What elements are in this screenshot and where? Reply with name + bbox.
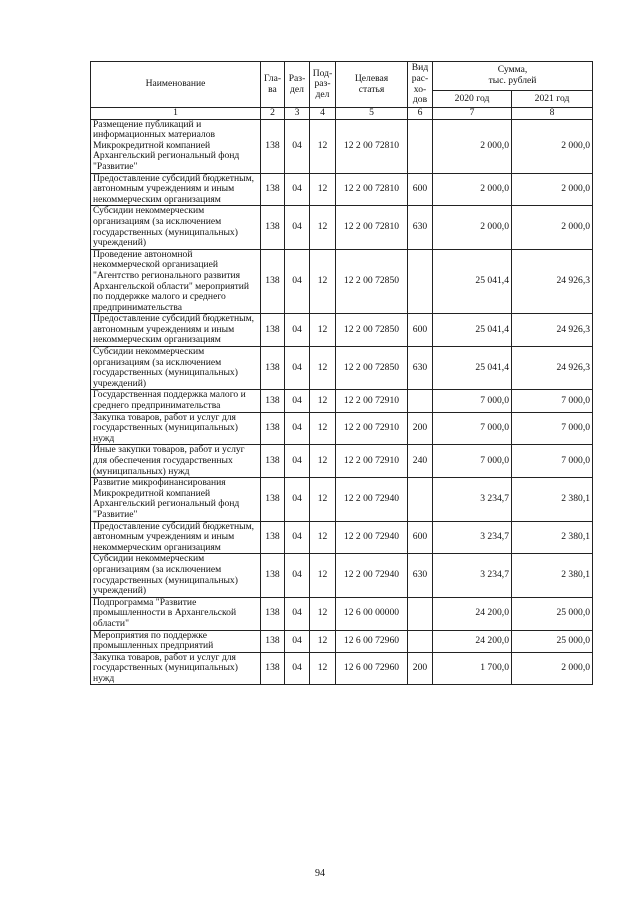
table-row [91, 390, 593, 412]
row-glava: 138 [261, 521, 285, 554]
row-amount-2020: 25 041,4 [433, 314, 512, 347]
table-row [91, 597, 593, 630]
table-row [91, 347, 593, 390]
row-name: Предоставление субсидий бюджетным, автономным учреждениям и иным некоммерческим организациям [91, 314, 261, 347]
row-vid [408, 478, 433, 521]
col-header-name: Наименование [91, 62, 261, 108]
row-vid: 600 [408, 314, 433, 347]
row-amount-2020: 7 000,0 [433, 390, 512, 412]
row-glava: 138 [261, 390, 285, 412]
row-glava: 138 [261, 554, 285, 597]
row-razdel: 04 [285, 206, 310, 249]
row-podrazdel: 12 [310, 478, 336, 521]
row-vid: 630 [408, 347, 433, 390]
row-podrazdel: 12 [310, 630, 336, 652]
row-name: Предоставление субсидий бюджетным, автономным учреждениям и иным некоммерческим организациям [91, 173, 261, 206]
row-glava: 138 [261, 478, 285, 521]
row-razdel: 04 [285, 521, 310, 554]
row-vid: 630 [408, 206, 433, 249]
table-row [91, 652, 593, 685]
row-podrazdel: 12 [310, 554, 336, 597]
table-row [91, 173, 593, 206]
row-name: Предоставление субсидий бюджетным, автономным учреждениям и иным некоммерческим организациям [91, 521, 261, 554]
row-glava: 138 [261, 445, 285, 478]
row-razdel: 04 [285, 652, 310, 685]
row-vid: 630 [408, 554, 433, 597]
row-target: 12 2 00 72910 [336, 445, 408, 478]
row-podrazdel: 12 [310, 412, 336, 445]
row-razdel: 04 [285, 445, 310, 478]
row-amount-2021: 7 000,0 [512, 445, 593, 478]
row-podrazdel: 12 [310, 445, 336, 478]
col-header-target: Целевая статья [336, 62, 408, 108]
row-razdel: 04 [285, 597, 310, 630]
row-vid [408, 249, 433, 314]
table-row [91, 119, 593, 173]
row-name: Развитие микрофинансирования Микрокредитной компанией Архангельский региональный фонд "Развитие" [91, 478, 261, 521]
row-razdel: 04 [285, 412, 310, 445]
row-target: 12 2 00 72850 [336, 347, 408, 390]
row-name: Мероприятия по поддержке промышленных предприятий [91, 630, 261, 652]
row-glava: 138 [261, 314, 285, 347]
row-podrazdel: 12 [310, 249, 336, 314]
row-target: 12 2 00 72850 [336, 314, 408, 347]
row-name: Закупка товаров, работ и услуг для государственных (муниципальных) нужд [91, 412, 261, 445]
row-glava: 138 [261, 119, 285, 173]
column-number: 5 [336, 108, 408, 120]
row-amount-2021: 25 000,0 [512, 597, 593, 630]
row-amount-2020: 3 234,7 [433, 554, 512, 597]
row-amount-2020: 24 200,0 [433, 630, 512, 652]
row-vid: 200 [408, 652, 433, 685]
page-number: 94 [315, 868, 325, 879]
column-number: 8 [512, 108, 593, 120]
row-target: 12 2 00 72910 [336, 412, 408, 445]
table-row [91, 445, 593, 478]
table-row [91, 206, 593, 249]
row-podrazdel: 12 [310, 597, 336, 630]
row-name: Субсидии некоммерческим организациям (за исключением государственных (муниципальных) учреждений) [91, 206, 261, 249]
table-row [91, 554, 593, 597]
column-number-row [91, 108, 593, 120]
row-razdel: 04 [285, 390, 310, 412]
row-glava: 138 [261, 412, 285, 445]
row-amount-2021: 2 000,0 [512, 652, 593, 685]
row-target: 12 2 00 72810 [336, 206, 408, 249]
row-amount-2020: 25 041,4 [433, 347, 512, 390]
row-target: 12 2 00 72940 [336, 521, 408, 554]
row-amount-2021: 24 926,3 [512, 347, 593, 390]
row-vid: 600 [408, 521, 433, 554]
row-name: Закупка товаров, работ и услуг для государственных (муниципальных) нужд [91, 652, 261, 685]
row-razdel: 04 [285, 119, 310, 173]
column-number: 7 [433, 108, 512, 120]
row-glava: 138 [261, 347, 285, 390]
row-amount-2021: 7 000,0 [512, 390, 593, 412]
col-header-podrazdel: Под- раз- дел [310, 62, 336, 108]
row-name: Подпрограмма "Развитие промышленности в Архангельской области" [91, 597, 261, 630]
row-amount-2021: 7 000,0 [512, 412, 593, 445]
row-target: 12 6 00 72960 [336, 630, 408, 652]
row-glava: 138 [261, 597, 285, 630]
row-glava: 138 [261, 630, 285, 652]
row-name: Размещение публикаций и информационных материалов Микрокредитной компанией Архангельский региональный фонд "Развитие" [91, 119, 261, 173]
row-amount-2020: 3 234,7 [433, 521, 512, 554]
col-header-sum: Сумма, тыс. рублей [433, 62, 593, 91]
row-target: 12 6 00 72960 [336, 652, 408, 685]
column-number: 6 [408, 108, 433, 120]
row-amount-2021: 2 380,1 [512, 478, 593, 521]
row-amount-2021: 24 926,3 [512, 249, 593, 314]
row-name: Государственная поддержка малого и среднего предпринимательства [91, 390, 261, 412]
row-podrazdel: 12 [310, 347, 336, 390]
col-header-2020: 2020 год [433, 91, 512, 108]
row-name: Проведение автономной некоммерческой организацией "Агентство регионального развития Архангельской области" мероприятий по поддержке малого и среднего предпринимательства [91, 249, 261, 314]
row-amount-2020: 1 700,0 [433, 652, 512, 685]
row-vid [408, 597, 433, 630]
row-amount-2021: 25 000,0 [512, 630, 593, 652]
row-name: Субсидии некоммерческим организациям (за исключением государственных (муниципальных) учреждений) [91, 554, 261, 597]
row-glava: 138 [261, 249, 285, 314]
row-amount-2020: 2 000,0 [433, 206, 512, 249]
row-razdel: 04 [285, 173, 310, 206]
row-podrazdel: 12 [310, 314, 336, 347]
budget-table [90, 61, 593, 685]
row-amount-2020: 7 000,0 [433, 412, 512, 445]
row-vid: 600 [408, 173, 433, 206]
table-row [91, 521, 593, 554]
row-vid [408, 630, 433, 652]
column-number: 1 [91, 108, 261, 120]
row-target: 12 2 00 72910 [336, 390, 408, 412]
row-amount-2020: 7 000,0 [433, 445, 512, 478]
row-amount-2021: 2 380,1 [512, 521, 593, 554]
row-name: Иные закупки товаров, работ и услуг для обеспечения государственных (муниципальных) нужд [91, 445, 261, 478]
row-target: 12 2 00 72810 [336, 119, 408, 173]
row-vid [408, 119, 433, 173]
row-glava: 138 [261, 206, 285, 249]
row-podrazdel: 12 [310, 652, 336, 685]
row-target: 12 2 00 72940 [336, 554, 408, 597]
column-number: 2 [261, 108, 285, 120]
row-podrazdel: 12 [310, 206, 336, 249]
row-razdel: 04 [285, 314, 310, 347]
row-razdel: 04 [285, 249, 310, 314]
table-row [91, 314, 593, 347]
row-vid [408, 390, 433, 412]
table-row [91, 249, 593, 314]
row-amount-2020: 2 000,0 [433, 173, 512, 206]
row-podrazdel: 12 [310, 119, 336, 173]
row-glava: 138 [261, 173, 285, 206]
row-podrazdel: 12 [310, 173, 336, 206]
row-target: 12 2 00 72810 [336, 173, 408, 206]
row-razdel: 04 [285, 478, 310, 521]
row-amount-2020: 2 000,0 [433, 119, 512, 173]
row-podrazdel: 12 [310, 390, 336, 412]
table-row [91, 478, 593, 521]
col-header-2021: 2021 год [512, 91, 593, 108]
column-number: 4 [310, 108, 336, 120]
row-target: 12 2 00 72940 [336, 478, 408, 521]
table-row [91, 412, 593, 445]
col-header-vid: Вид рас- хо- дов [408, 62, 433, 108]
row-razdel: 04 [285, 347, 310, 390]
row-razdel: 04 [285, 554, 310, 597]
row-amount-2020: 24 200,0 [433, 597, 512, 630]
row-glava: 138 [261, 652, 285, 685]
row-amount-2021: 2 000,0 [512, 206, 593, 249]
row-podrazdel: 12 [310, 521, 336, 554]
row-vid: 200 [408, 412, 433, 445]
table-row [91, 630, 593, 652]
row-amount-2021: 24 926,3 [512, 314, 593, 347]
row-target: 12 6 00 00000 [336, 597, 408, 630]
col-header-glava: Гла- ва [261, 62, 285, 108]
row-amount-2021: 2 000,0 [512, 119, 593, 173]
row-name: Субсидии некоммерческим организациям (за исключением государственных (муниципальных) учреждений) [91, 347, 261, 390]
row-amount-2020: 3 234,7 [433, 478, 512, 521]
col-header-razdel: Раз- дел [285, 62, 310, 108]
row-vid: 240 [408, 445, 433, 478]
row-amount-2021: 2 380,1 [512, 554, 593, 597]
row-target: 12 2 00 72850 [336, 249, 408, 314]
column-number: 3 [285, 108, 310, 120]
row-amount-2021: 2 000,0 [512, 173, 593, 206]
row-razdel: 04 [285, 630, 310, 652]
row-amount-2020: 25 041,4 [433, 249, 512, 314]
